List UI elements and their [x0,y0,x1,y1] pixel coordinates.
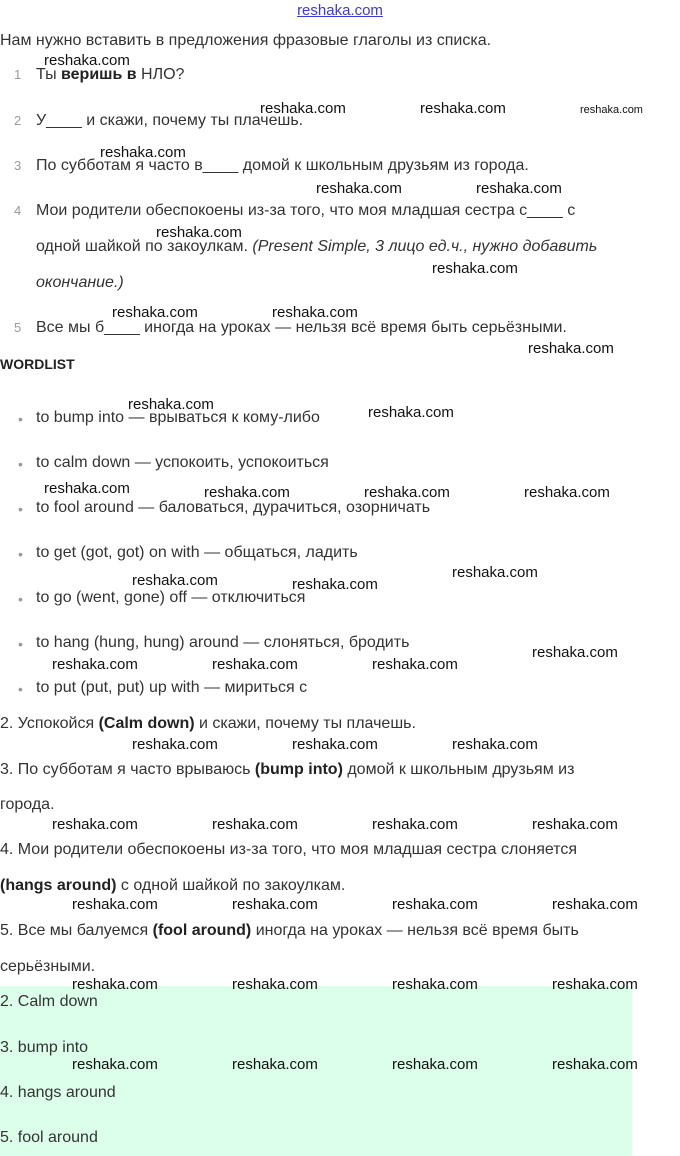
wordlist-item: to bump into — врываться к кому-либо [36,409,320,426]
bullet-icon: • [18,591,23,607]
watermark: reshaka.com [112,304,198,321]
watermark: reshaka.com [132,572,218,589]
watermark: reshaka.com [368,404,454,421]
watermark: reshaka.com [392,896,478,913]
answer-5: 5. Все мы балуемся (fool around) иногда на уроках — нельзя всё время быть [0,922,579,939]
answer-4-line2: (hangs around) с одной шайкой по закоулкам. [0,877,346,894]
watermark: reshaka.com [552,1056,638,1073]
watermark: reshaka.com [100,144,186,161]
bullet-icon: • [18,456,23,472]
watermark: reshaka.com [232,1056,318,1073]
watermark: reshaka.com [452,564,538,581]
watermark: reshaka.com [392,976,478,993]
answer-4: 4. Мои родители обеспокоены из-за того, что моя младшая сестра слоняется [0,841,578,858]
watermark: reshaka.com [552,976,638,993]
watermark: reshaka.com [452,736,538,753]
wordlist-item: to fool around — баловаться, дурачиться, озорничать [36,499,431,516]
watermark: reshaka.com [132,736,218,753]
intro-text: Нам нужно вставить в предложения фразовые глаголы из списка. [0,32,492,49]
watermark: reshaka.com [392,1056,478,1073]
watermark: reshaka.com [364,484,450,501]
watermark: reshaka.com [232,896,318,913]
bullet-icon: • [18,546,23,562]
watermark: reshaka.com [212,656,298,673]
answer-2: 2. Успокойся (Calm down) и скажи, почему ты плачешь. [0,715,416,732]
site-header [0,2,680,20]
watermark: reshaka.com [372,656,458,673]
exercise-item-2: 2 У____ и скажи, почему ты плачешь. [14,112,304,129]
short-answer: 4. hangs around [0,1084,116,1101]
watermark: reshaka.com [316,180,402,197]
short-answer: 2. Calm down [0,993,98,1010]
bullet-icon: • [18,411,23,427]
watermark: reshaka.com [292,736,378,753]
exercise-item-1: 1 Ты веришь в НЛО? [14,66,185,83]
watermark: reshaka.com [52,816,138,833]
watermark: reshaka.com [128,396,214,413]
wordlist-item: to get (got, got) on with — общаться, ладить [36,544,358,561]
wordlist-item: to put (put, put) up with — мириться с [36,679,308,696]
watermark: reshaka.com [52,656,138,673]
exercise-item-5: 5 Все мы б____ иногда на уроках — нельзя всё время быть серьёзными. [14,319,567,336]
watermark: reshaka.com [232,976,318,993]
bullet-icon: • [18,501,23,517]
wordlist-title: WORDLIST [0,356,75,372]
watermark: reshaka.com [212,816,298,833]
exercise-item-4-line2: одной шайкой по закоулкам. (Present Simple, 3 лицо ед.ч., нужно добавить [36,238,598,255]
wordlist-item: to hang (hung, hung) around — слоняться, бродить [36,634,410,651]
short-answer: 3. bump into [0,1039,89,1056]
answer-3: 3. По субботам я часто врываюсь (bump into) домой к школьным друзьям из [0,761,575,778]
bullet-icon: • [18,636,23,652]
exercise-item-3: 3 По субботам я часто в____ домой к школьным друзьям из города. [14,157,529,174]
watermark: reshaka.com [552,896,638,913]
exercise-item-4-line3: окончание.) [36,274,124,291]
watermark: reshaka.com [292,576,378,593]
watermark: reshaka.com [260,100,346,117]
wordlist-item: to go (went, gone) off — отключиться [36,589,306,606]
watermark: reshaka.com [532,644,618,661]
watermark: reshaka.com [204,484,290,501]
watermark: reshaka.com [432,260,518,277]
watermark: reshaka.com [420,100,506,117]
watermark: reshaka.com [72,896,158,913]
exercise-item-4: 4 Мои родители обеспокоены из-за того, что моя младшая сестра с____ с [14,202,576,219]
watermark: reshaka.com [72,1056,158,1073]
watermark: reshaka.com [528,340,614,357]
wordlist-item: to calm down — успокоить, успокоиться [36,454,329,471]
answer-3-line2: города. [0,796,55,813]
short-answer: 5. fool around [0,1129,98,1146]
bullet-icon: • [18,681,23,697]
watermark: reshaka.com [532,816,618,833]
watermark: reshaka.com [272,304,358,321]
watermark: reshaka.com [44,52,130,69]
watermark: reshaka.com [156,224,242,241]
watermark: reshaka.com [44,480,130,497]
watermark: reshaka.com [372,816,458,833]
watermark: reshaka.com [72,976,158,993]
watermark: reshaka.com [476,180,562,197]
answer-5-line2: серьёзными. [0,958,96,975]
watermark: reshaka.com [524,484,610,501]
site-link[interactable]: reshaka.com [297,2,383,19]
watermark: reshaka.com [580,104,643,116]
